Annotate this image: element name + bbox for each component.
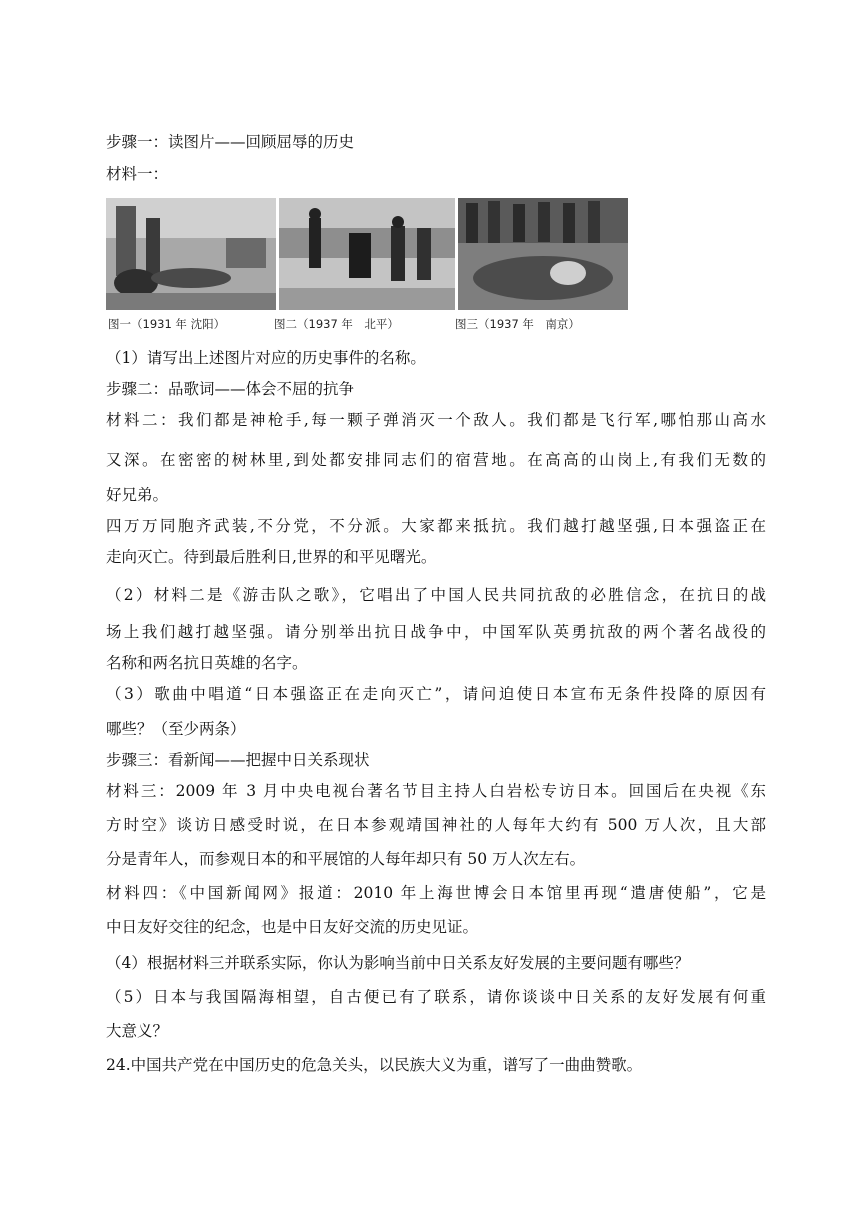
material2-line-3: 好兄弟。 <box>106 486 169 504</box>
question-5-line-2: 大意义？ <box>106 1022 169 1040</box>
photo-captions <box>106 316 628 332</box>
question-24: 24.中国共产党在中国历史的危急关头，以民族大义为重，谱写了一曲曲赞歌。 <box>106 1056 643 1074</box>
material3-line-1: 材料三：2009 年 3 月中央电视台著名节目主持人白岩松专访日本。回国后在央视《东 <box>106 782 766 800</box>
photo-strip <box>106 198 628 310</box>
material2-line-4: 四万万同胞齐武装,不分党，不分派。大家都来抵抗。我们越打越坚强,日本强盗正在 <box>106 517 766 535</box>
question-2-line-2: 场上我们越打越坚强。请分别举出抗日战争中，中国军队英勇抗敌的两个著名战役的 <box>106 623 766 641</box>
photo-1931-shenyang <box>106 198 279 310</box>
material2-line-5: 走向灭亡。待到最后胜利日,世界的和平见曙光。 <box>106 548 437 566</box>
caption-photo-1: 图一（1931 年 沈阳） <box>108 317 226 331</box>
question-3-line-1: （3）歌曲中唱道“日本强盗正在走向灭亡”，请问迫使日本宣布无条件投降的原因有 <box>106 685 766 703</box>
question-1: （1）请写出上述图片对应的历史事件的名称。 <box>106 349 426 367</box>
step1-heading: 步骤一：读图片——回顾屈辱的历史 <box>106 133 355 151</box>
question-5-line-1: （5）日本与我国隔海相望，自古便已有了联系，请你谈谈中日关系的友好发展有何重 <box>106 988 766 1006</box>
photo-1937-beiping <box>279 198 458 310</box>
caption-photo-2: 图二（1937 年 北平） <box>274 317 399 331</box>
material3-line-2: 方时空》谈访日感受时说，在日本参观靖国神社的人每年大约有 500 万人次，且大部 <box>106 816 766 834</box>
material4-line-2: 中日友好交往的纪念，也是中日友好交流的历史见证。 <box>106 918 479 936</box>
material2-line-1: 材料二：我们都是神枪手,每一颗子弹消灭一个敌人。我们都是飞行军,哪怕那山高水 <box>106 411 766 429</box>
material3-line-3: 分是青年人，而参观日本的和平展馆的人每年却只有 50 万人次左右。 <box>106 850 586 868</box>
step3-heading: 步骤三：看新闻——把握中日关系现状 <box>106 751 370 769</box>
material1-label: 材料一： <box>106 165 169 183</box>
photo-1937-nanjing <box>458 198 628 310</box>
question-3-line-2: 哪些？（至少两条） <box>106 720 246 738</box>
material2-line-2: 又深。在密密的树林里,到处都安排同志们的宿营地。在高高的山岗上,有我们无数的 <box>106 451 766 469</box>
material4-line-1: 材料四：《中国新闻网》报道：2010 年上海世博会日本馆里再现“遣唐使船”，它是 <box>106 884 766 902</box>
question-2-line-3: 名称和两名抗日英雄的名字。 <box>106 654 308 672</box>
question-4: （4）根据材料三并联系实际，你认为影响当前中日关系友好发展的主要问题有哪些？ <box>106 954 690 972</box>
question-2-line-1: （2）材料二是《游击队之歌》，它唱出了中国人民共同抗敌的必胜信念，在抗日的战 <box>106 586 766 604</box>
caption-photo-3: 图三（1937 年 南京） <box>455 317 580 331</box>
step2-heading: 步骤二：品歌词——体会不屈的抗争 <box>106 380 355 398</box>
